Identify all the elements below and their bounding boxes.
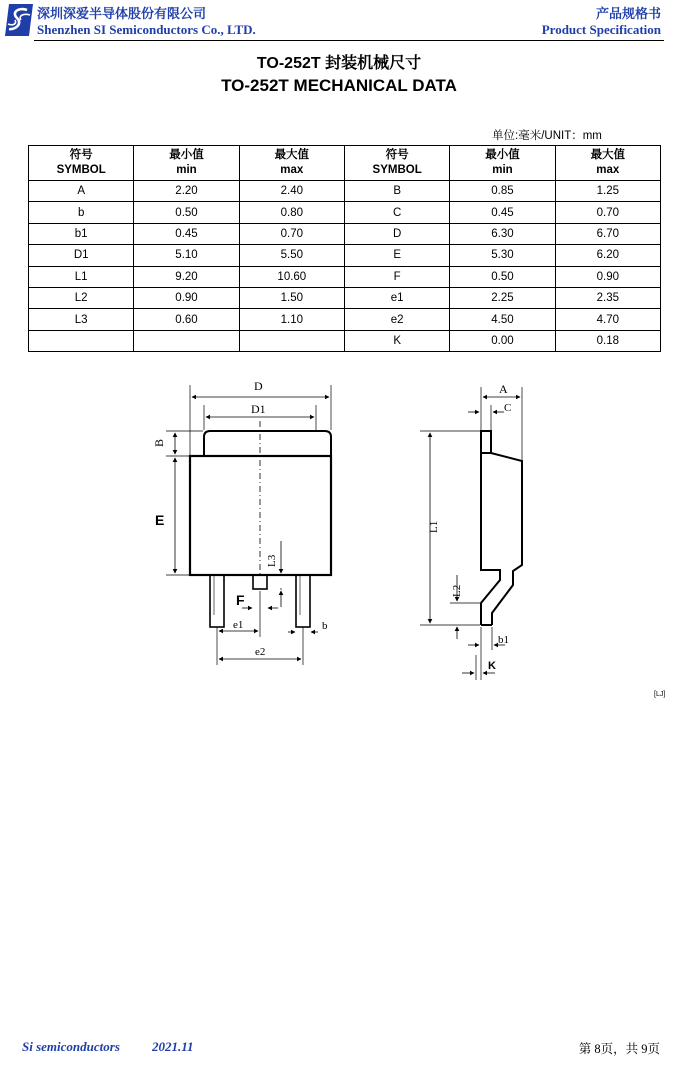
table-cell: 0.60 [134, 309, 239, 330]
table-cell: L1 [29, 266, 134, 287]
table-cell: 5.30 [450, 245, 555, 266]
label-A: A [499, 382, 508, 396]
label-L2: L2 [451, 584, 463, 597]
table-cell: 0.50 [450, 266, 555, 287]
table-cell: 4.70 [555, 309, 660, 330]
table-row [29, 309, 661, 330]
table-cell: 0.45 [450, 202, 555, 223]
page-title-en: TO-252T MECHANICAL DATA [221, 76, 457, 95]
table-row [29, 287, 661, 308]
table-row [29, 202, 661, 223]
table-cell: 0.90 [555, 266, 660, 287]
table-row [29, 223, 661, 244]
table-cell: 9.20 [134, 266, 239, 287]
table-cell: B [344, 181, 449, 202]
table-cell: 2.40 [239, 181, 344, 202]
table-cell: 0.45 [134, 223, 239, 244]
table-cell: 6.70 [555, 223, 660, 244]
company-logo-icon [3, 2, 35, 38]
label-D: D [254, 379, 263, 393]
table-cell: 1.25 [555, 181, 660, 202]
label-B: B [152, 438, 166, 447]
doc-type-cn: 产品规格书 [595, 6, 661, 21]
header-min: 最小值 min [134, 146, 239, 181]
table-header-row [29, 146, 661, 181]
table-cell [134, 330, 239, 351]
table-cell: 0.18 [555, 330, 660, 351]
table-cell: K [344, 330, 449, 351]
header-divider [34, 40, 664, 41]
label-L1: L1 [428, 520, 440, 533]
table-row [29, 245, 661, 266]
label-K: K [488, 660, 496, 672]
label-L3: L3 [266, 554, 278, 567]
table-cell: 1.50 [239, 287, 344, 308]
table-cell: b [29, 202, 134, 223]
table-cell: 0.00 [450, 330, 555, 351]
table-cell: C [344, 202, 449, 223]
header-max-2: 最大值 max [555, 146, 660, 181]
header-max: 最大值 max [239, 146, 344, 181]
table-cell: b1 [29, 223, 134, 244]
page-header [0, 0, 678, 42]
table-cell: 0.70 [555, 202, 660, 223]
table-cell: 0.50 [134, 202, 239, 223]
table-cell: 2.35 [555, 287, 660, 308]
table-cell: A [29, 181, 134, 202]
table-cell: 6.30 [450, 223, 555, 244]
label-C: C [504, 402, 512, 414]
table-cell: E [344, 245, 449, 266]
label-b: b [322, 620, 328, 632]
header-symbol: 符号 SYMBOL [29, 146, 134, 181]
label-F: F [236, 592, 245, 608]
table-cell: L2 [29, 287, 134, 308]
table-cell: 5.50 [239, 245, 344, 266]
table-cell: F [344, 266, 449, 287]
table-cell: D [344, 223, 449, 244]
table-cell: 5.10 [134, 245, 239, 266]
table-cell: 0.70 [239, 223, 344, 244]
header-min-2: 最小值 min [450, 146, 555, 181]
table-cell: 1.10 [239, 309, 344, 330]
table-cell: D1 [29, 245, 134, 266]
doc-type-en: Product Specification [541, 22, 661, 37]
company-name-cn: 深圳深爱半导体股份有限公司 [37, 6, 207, 21]
table-cell: 2.25 [450, 287, 555, 308]
table-cell: e2 [344, 309, 449, 330]
company-name-en: Shenzhen SI Semiconductors Co., LTD. [37, 22, 256, 37]
table-cell: L3 [29, 309, 134, 330]
label-b1: b1 [498, 634, 509, 646]
page-title-cn: TO-252T 封装机械尺寸 [256, 55, 422, 72]
label-e1: e1 [233, 619, 244, 631]
table-cell: 0.80 [239, 202, 344, 223]
package-outline-drawing [150, 375, 530, 685]
dimension-table [28, 145, 661, 352]
table-row [29, 181, 661, 202]
table-cell: 2.20 [134, 181, 239, 202]
table-row [29, 266, 661, 287]
label-E: E [155, 512, 165, 528]
table-cell [239, 330, 344, 351]
corner-mark: [LJ] [654, 691, 666, 698]
footer-page-number: 第 8页，共 9页 [578, 1042, 660, 1056]
table-cell [29, 330, 134, 351]
table-cell: 10.60 [239, 266, 344, 287]
label-D1: D1 [251, 402, 266, 416]
footer-date: 2021.11 [152, 1039, 194, 1054]
table-cell: 6.20 [555, 245, 660, 266]
header-symbol-2: 符号 SYMBOL [344, 146, 449, 181]
unit-label: 单位:毫米/UNIT：mm [492, 130, 602, 142]
table-row [29, 330, 661, 351]
table-cell: 4.50 [450, 309, 555, 330]
table-cell: e1 [344, 287, 449, 308]
table-cell: 0.85 [450, 181, 555, 202]
table-cell: 0.90 [134, 287, 239, 308]
label-e2: e2 [255, 646, 266, 658]
footer-brand: Si semiconductors [22, 1039, 120, 1054]
